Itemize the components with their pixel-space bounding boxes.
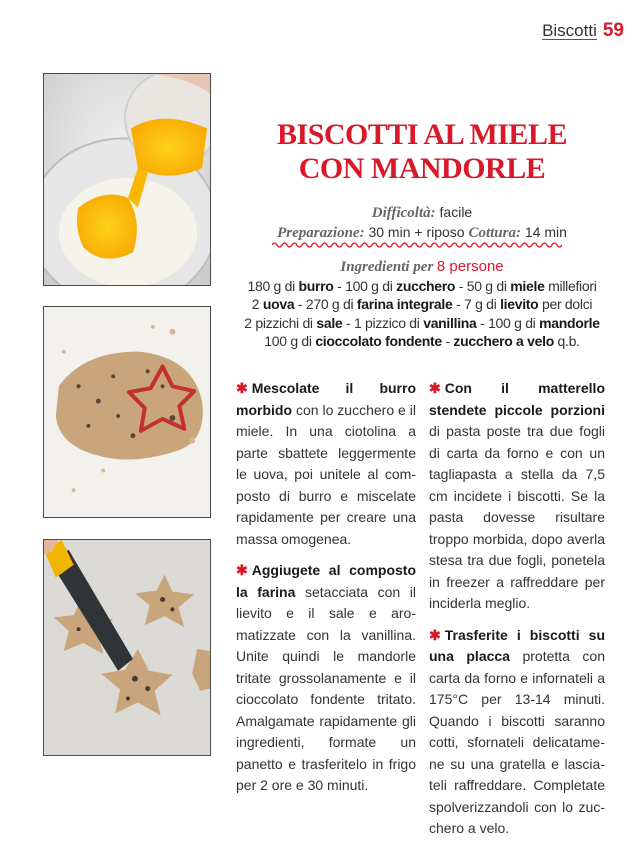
- ingredient-name: zucchero: [396, 277, 456, 294]
- step-1: [236, 378, 416, 550]
- ingredients-line: [222, 277, 622, 296]
- title-line-1: BISCOTTI AL MIELE: [277, 118, 567, 151]
- step-2-lead: Aggiugete al composto la farina: [236, 562, 416, 600]
- photo-eggs-poured: [43, 73, 211, 286]
- difficulty-value: facile: [439, 204, 473, 220]
- recipe-title: [232, 118, 612, 186]
- asterisk-bullet-icon: ✱: [236, 562, 248, 578]
- step-2-text: setacciata con il lievito e il sale e aromatizzate con la vanillina. Unite quindi le mandorle tritate grossolanamente e il cioccolato fondente tritato. Amalgamate rapidamente gli ingredienti, formate un panetto e trasferitelo in frigo per 2 ore e 30 minuti.: [236, 583, 416, 793]
- ingredients-heading: [222, 257, 622, 277]
- asterisk-bullet-icon: ✱: [429, 626, 441, 643]
- photo-star-cookies-tray: [43, 539, 211, 756]
- ingredient-quantity: - 100 g di: [333, 277, 397, 294]
- ingredient-name: uova: [262, 296, 295, 312]
- step-2: [236, 560, 416, 797]
- prep-label: Preparazione:: [277, 225, 365, 241]
- page-number: 59: [602, 20, 624, 41]
- ingredient-name: farina integrale: [356, 296, 453, 312]
- ingredient-name: miele: [510, 277, 545, 294]
- asterisk-bullet-icon: ✱: [236, 380, 248, 396]
- ingredient-quantity: - 100 g di: [476, 314, 540, 331]
- ingredient-quantity: q.b.: [553, 333, 580, 349]
- step-4: [429, 625, 605, 840]
- ingredient-quantity: 100 g di: [264, 333, 316, 349]
- ingredient-quantity: - 270 g di: [294, 296, 357, 312]
- ingredients-label: Ingredienti per: [340, 259, 434, 275]
- ingredient-quantity: -: [441, 333, 454, 349]
- ingredient-quantity: millefiori: [544, 277, 597, 294]
- ingredient-name: burro: [298, 277, 334, 294]
- step-4-lead: Trasferite i biscotti su una placca: [429, 626, 605, 664]
- steps-column-left: [236, 378, 416, 807]
- ingredient-quantity: - 7 g di: [452, 296, 501, 312]
- time-row: [232, 223, 612, 243]
- wavy-divider: [272, 241, 562, 249]
- difficulty-row: [232, 203, 612, 223]
- asterisk-bullet-icon: ✱: [429, 380, 441, 396]
- running-head: [542, 20, 624, 42]
- ingredient-quantity: per dolci: [538, 296, 593, 312]
- ingredients-line: [222, 295, 622, 314]
- ingredients-line: [222, 314, 622, 333]
- ingredients-block: [222, 257, 622, 351]
- ingredient-quantity: - 50 g di: [455, 277, 511, 294]
- servings: 8 persone: [436, 258, 504, 275]
- ingredient-name: cioccolato fondente: [315, 333, 442, 349]
- ingredient-name: zucchero a velo: [453, 333, 554, 349]
- ingredient-name: sale: [316, 314, 343, 331]
- cook-label: Cottura:: [468, 225, 521, 241]
- title-line-2: CON MANDORLE: [298, 152, 546, 185]
- cook-value: 14 min: [524, 224, 567, 240]
- photo-star-cutter-dough: [43, 306, 211, 518]
- prep-value: 30 min + riposo: [368, 224, 465, 240]
- ingredient-quantity: 2 pizzichi di: [244, 314, 317, 331]
- step-4-text: protetta con carta da forno e infornateli a 175°C per 13-14 minuti. Quando i biscotti saranno cotti, sfornateli delicatamene su una gratella e lasciateli raffreddare. Completate spolverizzandoli con lo zucchero a velo.: [429, 648, 605, 836]
- step-3-text: di pasta poste tra due fogli di carta da forno e con un tagliapasta a stella da 7,5 cm incidete i biscotti. Se la pasta dovesse risultare troppo morbida, dopo averla stesa tra due fogli, ponetela in freezer a raffreddare per inciderla meglio.: [429, 423, 605, 611]
- section-name: Biscotti: [542, 21, 597, 40]
- step-1-text: con lo zucchero e il miele. In una ciotolina a parte sbattete leggermente le uova, poi unitele al composto di burro e miscelate rapidamente per creare una massa omogenea.: [236, 401, 416, 547]
- step-3-lead: Con il matterello stendete piccole porzioni: [429, 380, 605, 418]
- difficulty-label: Difficoltà:: [371, 205, 436, 221]
- recipe-meta: [232, 203, 612, 243]
- ingredient-quantity: - 1 pizzico di: [342, 314, 424, 331]
- ingredients-list: [222, 277, 622, 351]
- ingredient-name: vanillina: [423, 314, 477, 331]
- ingredients-line: [222, 332, 622, 351]
- step-3: [429, 378, 605, 615]
- steps-column-right: [429, 378, 605, 850]
- ingredient-quantity: 2: [251, 296, 263, 312]
- ingredient-name: lievito: [500, 296, 539, 312]
- ingredient-quantity: 180 g di: [247, 277, 299, 294]
- ingredient-name: mandorle: [539, 314, 600, 331]
- step-1-lead: Mescolate il burro morbido: [236, 380, 416, 418]
